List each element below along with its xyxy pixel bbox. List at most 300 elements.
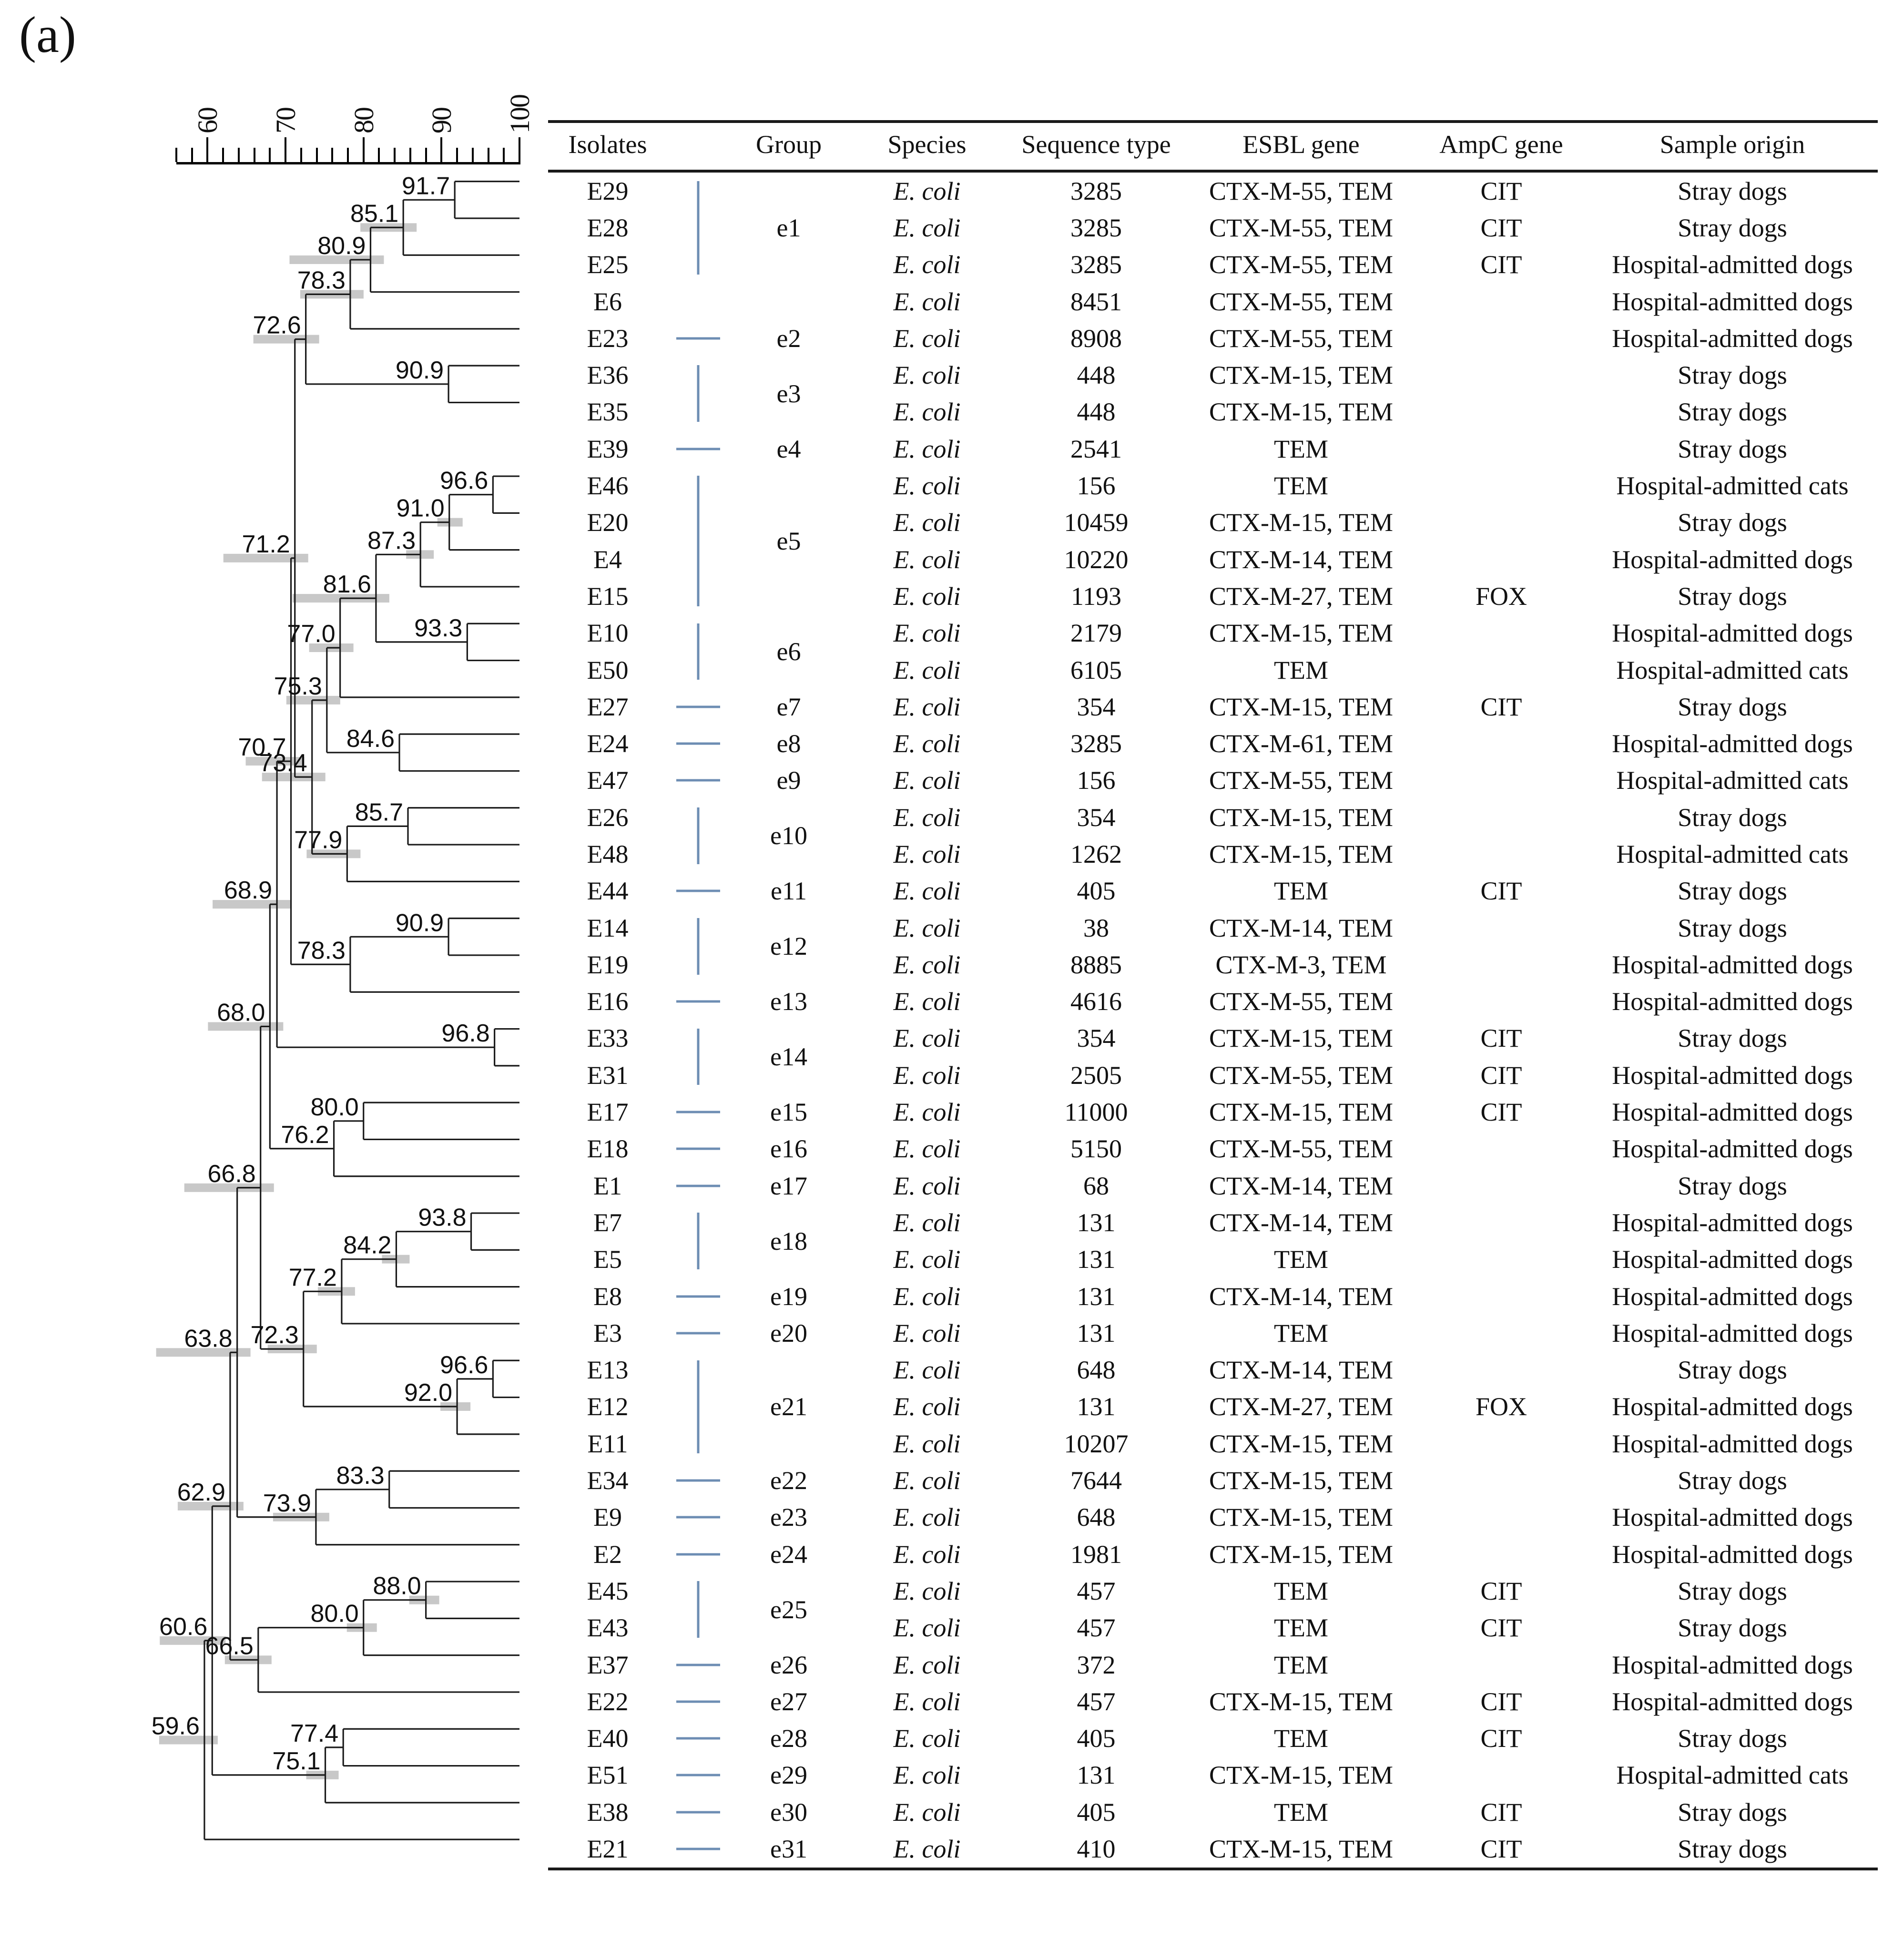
cell-species: E. coli: [893, 1650, 961, 1679]
table-row[interactable]: [548, 467, 1878, 504]
cell-esbl-gene: CTX-M-14, TEM: [1209, 545, 1393, 574]
node-support-label: 63.8: [184, 1325, 233, 1353]
cell-sequence-type: 38: [1083, 913, 1109, 942]
cell-esbl-gene: CTX-M-14, TEM: [1209, 1282, 1393, 1311]
node-support-label: 84.2: [343, 1231, 392, 1259]
cell-sample-origin: Stray dogs: [1678, 361, 1787, 390]
cell-ampc-gene: [1415, 983, 1587, 1020]
cell-sequence-type: 354: [1077, 692, 1116, 721]
cell-group-label: [729, 1499, 848, 1536]
table-row[interactable]: [548, 1241, 1878, 1278]
cell-isolate: E51: [587, 1761, 629, 1790]
dendrogram-svg: [0, 0, 572, 1960]
cell-species: E. coli: [893, 1687, 961, 1716]
table-row[interactable]: [548, 615, 1878, 652]
cell-esbl-gene: TEM: [1274, 434, 1328, 463]
cell-species: E. coli: [893, 545, 961, 574]
col-header-species: Species: [848, 122, 1006, 171]
cell-group-label: [729, 909, 848, 961]
cell-esbl-gene: CTX-M-61, TEM: [1209, 729, 1393, 758]
cell-sample-origin: Hospital-admitted dogs: [1612, 1208, 1853, 1237]
cell-species: E. coli: [893, 398, 961, 427]
cell-group-bracket: [667, 1315, 729, 1351]
cell-group-label: [729, 430, 848, 467]
node-support-label: 91.0: [396, 494, 445, 522]
cell-sequence-type: 2541: [1070, 434, 1122, 463]
cell-ampc-gene: [1415, 1462, 1587, 1499]
cell-group-bracket: [667, 1425, 729, 1462]
table-row[interactable]: [548, 652, 1878, 688]
cell-sample-origin: Hospital-admitted cats: [1616, 655, 1849, 684]
cell-esbl-gene: CTX-M-55, TEM: [1209, 1134, 1393, 1164]
cell-esbl-gene: CTX-M-55, TEM: [1209, 287, 1393, 316]
cell-ampc-gene: [1415, 394, 1587, 430]
node-support-label: 80.9: [317, 232, 366, 260]
table-row[interactable]: [548, 283, 1878, 320]
cell-ampc-gene: [1415, 357, 1587, 393]
table-row[interactable]: [548, 836, 1878, 872]
group-bracket-dash: [676, 1332, 720, 1334]
cell-esbl-gene: CTX-M-55, TEM: [1209, 213, 1393, 242]
table-row[interactable]: [548, 1572, 1878, 1609]
table-row[interactable]: [548, 320, 1878, 357]
cell-esbl-gene: TEM: [1274, 471, 1328, 500]
cell-isolate: E7: [593, 1208, 622, 1237]
cell-sample-origin: Hospital-admitted dogs: [1612, 619, 1853, 648]
table-row[interactable]: [548, 430, 1878, 467]
cell-group-label: [729, 762, 848, 799]
cell-sequence-type: 448: [1077, 361, 1116, 390]
node-support-label: 77.0: [287, 620, 336, 648]
group-label: e15: [770, 1098, 807, 1127]
cell-group-bracket: [667, 1241, 729, 1278]
cell-sequence-type: 405: [1077, 1797, 1116, 1827]
node-support-label: 73.4: [259, 749, 307, 777]
table-row[interactable]: [548, 578, 1878, 614]
table-row[interactable]: [548, 1757, 1878, 1794]
cell-esbl-gene: CTX-M-15, TEM: [1209, 508, 1393, 537]
cell-sample-origin: Hospital-admitted dogs: [1612, 987, 1853, 1016]
group-label: e23: [770, 1503, 807, 1532]
node-support-label: 81.6: [323, 571, 371, 599]
group-label: e22: [770, 1466, 807, 1495]
cell-group-bracket: [667, 799, 729, 836]
cell-group-label: [729, 1167, 848, 1204]
node-support-label: 77.2: [288, 1264, 337, 1292]
node-support-label: 90.9: [395, 909, 444, 937]
table-row[interactable]: [548, 1536, 1878, 1572]
cell-ampc-gene: [1415, 467, 1587, 504]
cell-sequence-type: 457: [1077, 1576, 1116, 1605]
cell-species: E. coli: [893, 1171, 961, 1200]
table-row[interactable]: [548, 983, 1878, 1020]
cell-group-label: [729, 1131, 848, 1167]
group-bracket-dash: [676, 1111, 720, 1113]
node-support-label: 93.3: [414, 614, 463, 642]
node-support-label: 68.0: [217, 999, 265, 1027]
cell-ampc-gene: [1415, 541, 1587, 578]
cell-group-label: [729, 1352, 848, 1421]
cell-group-bracket: [667, 688, 729, 725]
group-label: e7: [776, 692, 801, 721]
cell-group-bracket: [667, 1388, 729, 1425]
cell-isolate: E25: [587, 250, 629, 279]
cell-species: E. coli: [893, 1540, 961, 1569]
cell-ampc-gene: [1415, 1499, 1587, 1536]
group-bracket-dash: [676, 890, 720, 892]
cell-esbl-gene: TEM: [1274, 1576, 1328, 1605]
group-bracket-dash: [676, 1148, 720, 1150]
cell-esbl-gene: CTX-M-55, TEM: [1209, 1061, 1393, 1090]
table-header-row: [548, 122, 1878, 171]
cell-esbl-gene: CTX-M-55, TEM: [1209, 987, 1393, 1016]
cell-group-bracket: [667, 357, 729, 393]
group-bracket-dash: [676, 1700, 720, 1703]
cell-esbl-gene: CTX-M-15, TEM: [1209, 1024, 1393, 1053]
cell-sample-origin: Hospital-admitted dogs: [1612, 1245, 1853, 1274]
cell-esbl-gene: CTX-M-14, TEM: [1209, 1208, 1393, 1237]
table-row[interactable]: [548, 1352, 1878, 1388]
cell-species: E. coli: [893, 213, 961, 242]
cell-sequence-type: 8451: [1070, 287, 1122, 316]
cell-sequence-type: 11000: [1064, 1098, 1128, 1127]
cell-ampc-gene: [1415, 1278, 1587, 1315]
cell-species: E. coli: [893, 803, 961, 832]
cell-group-bracket: [667, 1020, 729, 1057]
node-support-label: 72.6: [253, 311, 301, 339]
cell-ampc-gene: [1415, 1204, 1587, 1241]
cell-ampc-gene: [1415, 283, 1587, 320]
group-label: e2: [776, 324, 801, 353]
cell-species: E. coli: [893, 1024, 961, 1053]
cell-group-bracket: [667, 1794, 729, 1830]
cell-group-bracket: [667, 1093, 729, 1130]
cell-species: E. coli: [893, 1466, 961, 1495]
cell-species: E. coli: [893, 1503, 961, 1532]
cell-group-label: [729, 283, 848, 320]
cell-ampc-gene: [1415, 1536, 1587, 1572]
table-row[interactable]: [548, 909, 1878, 946]
node-support-label: 70.7: [238, 734, 286, 762]
cell-ampc-gene: [1415, 1646, 1587, 1683]
cell-group-bracket: [667, 541, 729, 578]
cell-species: E. coli: [893, 1724, 961, 1753]
cell-ampc-gene: [1415, 799, 1587, 836]
cell-isolate: E10: [587, 619, 629, 648]
cell-esbl-gene: TEM: [1274, 1613, 1328, 1643]
cell-sample-origin: Hospital-admitted dogs: [1612, 1650, 1853, 1679]
node-support-label: 85.1: [350, 200, 399, 228]
table-row[interactable]: [548, 946, 1878, 983]
cell-group-label: [729, 320, 848, 357]
cell-sample-origin: Hospital-admitted cats: [1616, 471, 1849, 500]
group-label: e8: [776, 729, 801, 758]
axis-tick-label: 70: [270, 108, 302, 133]
cell-sequence-type: 3285: [1070, 176, 1122, 205]
cell-isolate: E20: [587, 508, 629, 537]
cell-species: E. coli: [893, 1613, 961, 1643]
table-row[interactable]: [548, 541, 1878, 578]
cell-esbl-gene: CTX-M-15, TEM: [1209, 1429, 1393, 1458]
cell-group-label: [729, 467, 848, 555]
table-row[interactable]: [548, 1462, 1878, 1499]
node-support-label: 60.6: [159, 1613, 208, 1641]
cell-isolate: E45: [587, 1576, 629, 1605]
cell-sample-origin: Stray dogs: [1678, 398, 1787, 427]
cell-ampc-gene: [1415, 1425, 1587, 1462]
table-row[interactable]: [548, 873, 1878, 909]
cell-sequence-type: 8908: [1070, 324, 1122, 353]
cell-ampc-gene: CIT: [1480, 877, 1522, 906]
cell-ampc-gene: [1415, 320, 1587, 357]
cell-ampc-gene: [1415, 1757, 1587, 1794]
cell-ampc-gene: [1415, 946, 1587, 983]
col-header-esbl-gene: ESBL gene: [1187, 122, 1415, 171]
dendrogram-node-labels: [152, 172, 490, 1775]
table-row[interactable]: [548, 725, 1878, 762]
table-row[interactable]: [548, 1499, 1878, 1536]
cell-sample-origin: Stray dogs: [1678, 1356, 1787, 1385]
cell-ampc-gene: [1415, 1131, 1587, 1167]
cell-sample-origin: Stray dogs: [1587, 1830, 1878, 1868]
cell-group-bracket: [667, 1352, 729, 1388]
cell-ampc-gene: CIT: [1480, 692, 1522, 721]
cell-esbl-gene: CTX-M-15, TEM: [1209, 1761, 1393, 1790]
cell-sequence-type: 2505: [1070, 1061, 1122, 1090]
cell-species: E. coli: [893, 729, 961, 758]
table-row[interactable]: [548, 357, 1878, 393]
cell-isolate: E47: [587, 766, 629, 795]
table-row[interactable]: [548, 1683, 1878, 1720]
group-label: e21: [770, 1392, 807, 1421]
cell-ampc-gene: [1415, 1352, 1587, 1388]
group-label: e1: [776, 213, 801, 242]
cell-group-bracket: [667, 320, 729, 357]
table-row[interactable]: [548, 688, 1878, 725]
cell-isolate: E4: [593, 545, 622, 574]
group-bracket-dash: [676, 1664, 720, 1666]
group-bracket-dash: [676, 337, 720, 339]
group-label: e9: [776, 766, 801, 795]
cell-group-bracket: [667, 1830, 729, 1868]
cell-sample-origin: Hospital-admitted dogs: [1612, 1061, 1853, 1090]
cell-sequence-type: 131: [1077, 1245, 1116, 1274]
table-row[interactable]: [548, 1646, 1878, 1683]
cell-isolate: E5: [593, 1245, 622, 1274]
cell-ampc-gene: [1415, 725, 1587, 762]
cell-species: E. coli: [893, 1576, 961, 1605]
cell-species: E. coli: [893, 692, 961, 721]
cell-sample-origin: Stray dogs: [1678, 1613, 1787, 1643]
table-row[interactable]: [548, 394, 1878, 430]
cell-esbl-gene: CTX-M-14, TEM: [1209, 913, 1393, 942]
cell-sample-origin: Hospital-admitted dogs: [1612, 1503, 1853, 1532]
table-row[interactable]: [548, 504, 1878, 541]
group-label: e29: [770, 1761, 807, 1790]
cell-group-bracket: [667, 909, 729, 946]
cell-species: E. coli: [893, 913, 961, 942]
cell-isolate: E1: [593, 1171, 622, 1200]
cell-group-bracket: [667, 1572, 729, 1609]
cell-group-label: [729, 357, 848, 408]
group-label: e6: [776, 637, 801, 666]
table-row[interactable]: [548, 1167, 1878, 1204]
cell-sequence-type: 5150: [1070, 1134, 1122, 1164]
cell-sequence-type: 405: [1077, 1724, 1116, 1753]
cell-group-label: [729, 983, 848, 1020]
cell-group-label: [729, 873, 848, 909]
cell-isolate: E8: [593, 1282, 622, 1311]
cell-sample-origin: Hospital-admitted dogs: [1612, 729, 1853, 758]
cell-group-label: [729, 1757, 848, 1794]
cell-sequence-type: 457: [1077, 1613, 1116, 1643]
node-support-label: 91.7: [401, 172, 450, 200]
cell-sequence-type: 372: [1077, 1650, 1116, 1679]
table-row[interactable]: [548, 1131, 1878, 1167]
cell-group-bracket: [667, 467, 729, 504]
group-bracket-dash: [676, 1811, 720, 1813]
cell-group-bracket: [667, 1057, 729, 1093]
cell-sample-origin: Stray dogs: [1678, 1466, 1787, 1495]
col-header-bracket: [667, 122, 729, 171]
cell-group-bracket: [667, 1278, 729, 1315]
cell-isolate: E36: [587, 361, 629, 390]
table-row[interactable]: [548, 1093, 1878, 1130]
group-label: e31: [770, 1835, 807, 1863]
cell-group-label: [729, 578, 848, 614]
panel-label: (a): [19, 7, 76, 63]
group-label: e12: [770, 932, 807, 961]
table-row[interactable]: [548, 1057, 1878, 1093]
cell-esbl-gene: TEM: [1274, 877, 1328, 906]
cell-isolate: E13: [587, 1356, 629, 1385]
cell-isolate: E23: [587, 324, 629, 353]
table-row[interactable]: [548, 1794, 1878, 1830]
table-row[interactable]: [548, 246, 1878, 283]
cell-esbl-gene: CTX-M-14, TEM: [1209, 1356, 1393, 1385]
cell-sequence-type: 448: [1077, 398, 1116, 427]
group-label: e13: [770, 987, 807, 1016]
cell-species: E. coli: [893, 655, 961, 684]
cell-ampc-gene: CIT: [1480, 1024, 1522, 1053]
cell-isolate: E38: [587, 1797, 629, 1827]
cell-group-label: [729, 1720, 848, 1756]
cell-sample-origin: Stray dogs: [1678, 213, 1787, 242]
table-row[interactable]: [548, 1204, 1878, 1241]
cell-ampc-gene: FOX: [1475, 1392, 1527, 1421]
cell-sample-origin: Stray dogs: [1678, 434, 1787, 463]
cell-sequence-type: 10207: [1064, 1429, 1129, 1458]
cell-sample-origin: Hospital-admitted dogs: [1612, 324, 1853, 353]
group-bracket-dash: [676, 743, 720, 745]
cell-species: E. coli: [893, 508, 961, 537]
group-bracket-dash: [676, 1184, 720, 1187]
table-row[interactable]: [548, 171, 1878, 209]
cell-ampc-gene: [1415, 652, 1587, 688]
table-row[interactable]: [548, 799, 1878, 836]
cell-sample-origin: Stray dogs: [1678, 176, 1787, 205]
node-support-label: 72.3: [250, 1321, 299, 1349]
cell-sample-origin: Hospital-admitted dogs: [1612, 1540, 1853, 1569]
cell-group-label: [729, 1315, 848, 1351]
cell-sequence-type: 6105: [1070, 655, 1122, 684]
cell-sequence-type: 457: [1077, 1687, 1116, 1716]
cell-group-label: [729, 1204, 848, 1256]
group-label: e25: [770, 1595, 807, 1624]
cell-ampc-gene: [1415, 836, 1587, 872]
node-support-label: 66.5: [205, 1632, 254, 1660]
cell-sequence-type: 3285: [1070, 250, 1122, 279]
cell-esbl-gene: CTX-M-15, TEM: [1209, 1540, 1393, 1569]
table-row[interactable]: [548, 1425, 1878, 1462]
col-header-group: Group: [729, 122, 848, 171]
cell-isolate: E31: [587, 1061, 629, 1090]
group-label: e14: [770, 1042, 807, 1072]
cell-isolate: E35: [587, 398, 629, 427]
cell-sequence-type: 354: [1077, 1024, 1116, 1053]
cell-isolate: E27: [587, 692, 629, 721]
cell-group-bracket: [667, 430, 729, 467]
cell-esbl-gene: CTX-M-14, TEM: [1209, 1171, 1393, 1200]
cell-ampc-gene: CIT: [1480, 1687, 1522, 1716]
cell-group-bracket: [667, 873, 729, 909]
cell-group-bracket: [667, 1683, 729, 1720]
cell-isolate: E24: [587, 729, 629, 758]
cell-group-bracket: [667, 578, 729, 614]
isolate-table-container: [548, 120, 1878, 1870]
table-row[interactable]: [548, 1315, 1878, 1351]
cell-sample-origin: Stray dogs: [1678, 508, 1787, 537]
table-row[interactable]: [548, 1278, 1878, 1315]
axis-tick-label: 100: [504, 95, 535, 133]
table-row[interactable]: [548, 209, 1878, 246]
cell-group-label: [729, 1683, 848, 1720]
cell-species: E. coli: [893, 287, 961, 316]
cell-species: E. coli: [893, 1208, 961, 1237]
cell-sequence-type: 131: [1077, 1208, 1116, 1237]
cell-group-bracket: [667, 615, 729, 652]
table-row[interactable]: [548, 1388, 1878, 1425]
cell-isolate: E40: [587, 1724, 629, 1753]
cell-species: E. coli: [893, 987, 961, 1016]
cell-sequence-type: 648: [1077, 1503, 1116, 1532]
node-support-label: 78.3: [297, 266, 346, 295]
cell-group-label: [729, 1794, 848, 1830]
cell-group-bracket: [667, 1610, 729, 1646]
table-row[interactable]: [548, 1020, 1878, 1057]
group-label: e4: [776, 434, 801, 463]
cell-esbl-gene: CTX-M-27, TEM: [1209, 582, 1393, 611]
cell-ampc-gene: [1415, 909, 1587, 946]
cell-group-bracket: [667, 1462, 729, 1499]
table-row[interactable]: [548, 1610, 1878, 1646]
cell-esbl-gene: TEM: [1274, 1318, 1328, 1348]
cell-isolate: E44: [587, 877, 629, 906]
node-support-label: 71.2: [242, 530, 290, 558]
table-row[interactable]: [548, 762, 1878, 799]
cell-group-bracket: [667, 246, 729, 283]
node-support-label: 62.9: [177, 1478, 225, 1506]
table-row[interactable]: [548, 1830, 1878, 1868]
cell-group-bracket: [667, 283, 729, 320]
node-support-label: 75.3: [274, 672, 322, 700]
table-row[interactable]: [548, 1720, 1878, 1756]
node-support-label: 68.9: [224, 877, 273, 905]
cell-ampc-gene: CIT: [1480, 1613, 1522, 1643]
cell-group-bracket: [667, 1499, 729, 1536]
cell-species: E. coli: [848, 1830, 1006, 1868]
node-support-label: 93.8: [418, 1204, 467, 1232]
